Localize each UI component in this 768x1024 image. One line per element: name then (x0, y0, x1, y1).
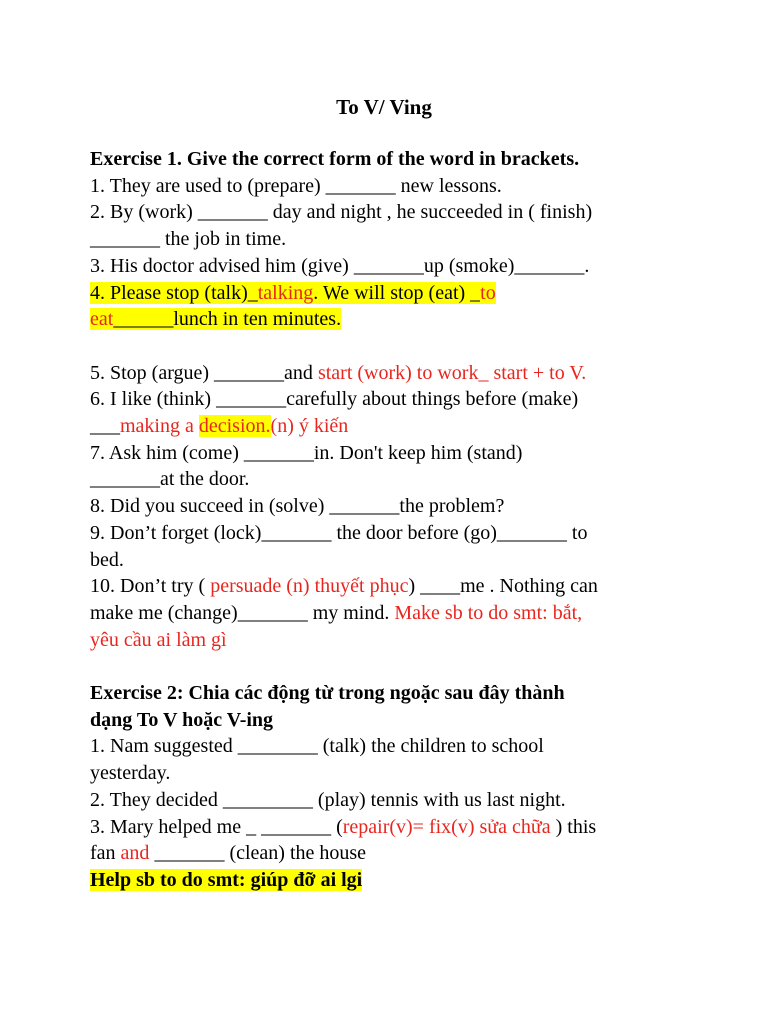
exercise2-q3-line2 (90, 840, 680, 867)
exercise2-heading-line2: dạng To V hoặc V-ing (90, 708, 274, 731)
exercise2-q1-line2: yesterday. (90, 762, 171, 785)
exercise2-q3-line1 (90, 814, 680, 841)
q10-text-3: make me (change)_______ my mind. (90, 601, 395, 624)
q4-text-3: ______lunch in ten minutes. (113, 308, 342, 331)
exercise1-q6-line1: 6. I like (think) _______carefully about things before (make) (90, 388, 579, 411)
exercise1-q10-line1 (90, 573, 680, 600)
q5-note: start (work) to work_ start + to V. (317, 361, 587, 384)
q10-text-2: ) ____me . Nothing can (408, 575, 598, 598)
q4-answer-talking: talking (257, 281, 314, 304)
e2q3-note-and: and (120, 842, 150, 865)
exercise2-q1-line1: 1. Nam suggested ________ (talk) the children to school (90, 735, 544, 758)
exercise1-q9-line2: bed. (90, 548, 124, 571)
exercise1-q7-line2: _______at the door. (90, 468, 250, 491)
exercise1-q4-line1 (90, 280, 680, 307)
exercise1-q5 (90, 360, 680, 387)
exercise1-q4-line2 (90, 306, 680, 333)
exercise1-q6-line2 (90, 413, 680, 440)
q6-answer: making a (120, 415, 199, 438)
exercise1-q3: 3. His doctor advised him (give) _______up (smoke)_______. (90, 254, 590, 277)
exercise2-heading-line1: Exercise 2: Chia các động từ trong ngoặc sau đây thành (90, 682, 565, 705)
page-title: To V/ Ving (336, 95, 432, 119)
q6-note: (n) ý kiến (270, 415, 349, 438)
q5-text: 5. Stop (argue) _______and (90, 361, 318, 384)
q4-answer-eat: eat (90, 308, 114, 331)
exercise1-heading: Exercise 1. Give the correct form of the word in brackets. (90, 148, 580, 170)
q4-answer-to: to (480, 281, 496, 304)
exercise2-q2: 2. They decided _________ (play) tennis with us last night. (90, 788, 566, 811)
q10-text-1: 10. Don’t try ( (90, 575, 211, 598)
exercise1-q2-line2: _______ the job in time. (90, 228, 287, 251)
exercise1-q1: 1. They are used to (prepare) _______ new lessons. (90, 174, 502, 197)
e2q3-text-2: ) this (555, 815, 597, 838)
exercise1-q8: 8. Did you succeed in (solve) _______the problem? (90, 495, 505, 518)
q6-blank: ___ (90, 415, 120, 438)
q10-note-persuade: persuade (n) thuyết phục (210, 575, 409, 598)
e2q3-text-1: 3. Mary helped me _ _______ ( (90, 815, 343, 838)
e2q3-text-4: _______ (clean) the house (149, 842, 367, 865)
help-note: Help sb to do smt: giúp đỡ ai lgi (90, 868, 363, 891)
exercise1-q10-line2 (90, 600, 680, 627)
q4-text-2: . We will stop (eat) _ (313, 281, 481, 304)
exercise1-q2-line1: 2. By (work) _______ day and night , he succeeded in ( finish) (90, 201, 593, 224)
exercise1-q10-line3: yêu cầu ai làm gì (90, 628, 227, 651)
spacer (90, 653, 680, 680)
q4-text-1: 4. Please stop (talk)_ (90, 281, 258, 304)
exercise2-help-note-line (90, 867, 680, 894)
spacer (90, 333, 680, 360)
q6-highlight-decision: decision. (198, 415, 271, 438)
exercise1-q7-line1: 7. Ask him (come) _______in. Don't keep him (stand) (90, 441, 523, 464)
exercise1-q9-line1: 9. Don’t forget (lock)_______ the door before (go)_______ to (90, 521, 588, 544)
e2q3-note-repair: repair(v)= fix(v) sửa chữa (342, 815, 556, 838)
e2q3-text-3: fan (90, 842, 121, 865)
exercise-content (90, 146, 680, 894)
q10-note-make: Make sb to do smt: bắt, (394, 601, 583, 624)
